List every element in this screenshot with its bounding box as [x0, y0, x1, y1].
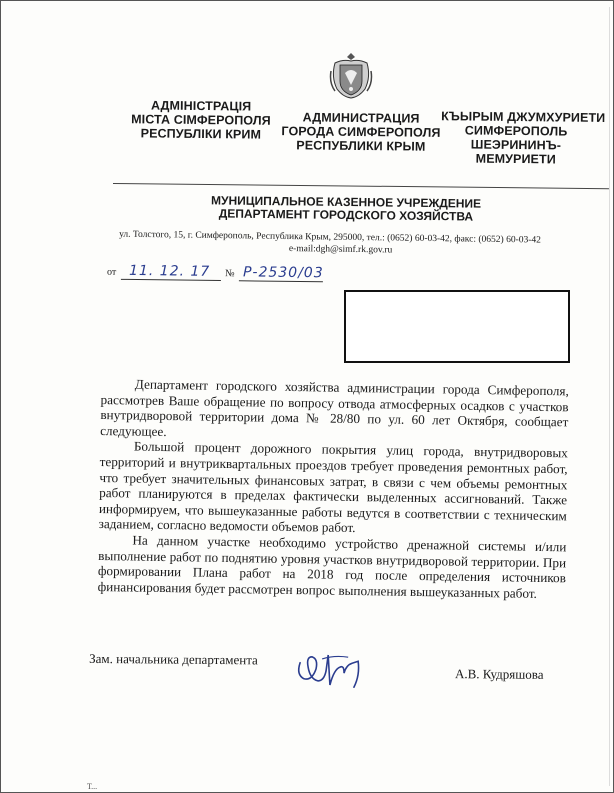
- signature-block: [89, 649, 569, 703]
- department-address: ул. Толстого, 15, г. Симферополь, Республика Крым, 295000, тел.: (0652) 60-03-42, факс: (0652) 60-03-42: [119, 229, 542, 246]
- number-label: №: [224, 268, 235, 280]
- registration-line: [107, 262, 327, 285]
- header-crh-line: МЕМУРИЕТИ: [475, 151, 556, 167]
- department-line-2: ДЕПАРТАМЕНТ ГОРОДСКОГО ХОЗЯЙСТВА: [218, 206, 474, 224]
- department-contacts: [119, 229, 599, 260]
- date-underline: [121, 279, 221, 281]
- header-divider: [113, 183, 609, 189]
- footer-note: Т...: [87, 782, 98, 791]
- registration-date: 11. 12. 17: [128, 262, 211, 280]
- date-label: от: [106, 266, 117, 278]
- header-ru-line: РЕСПУБЛИКИ КРЫМ: [296, 138, 426, 154]
- header-ua-line: МІСТА СІМФЕРОПОЛЯ: [131, 112, 271, 128]
- crimea-coat-of-arms-icon: [329, 51, 373, 99]
- body-paragraph: На данном участке необходимо устройство дренажной системы и/или выполнение работ по поднятию уровня участков внутридворовой территории. При формировании Плана работ на 2018 год после определения источников финансирования будет рассмотрен вопрос выполнения вышеуказанных работ.: [97, 532, 567, 601]
- body-paragraph: Большой процент дорожного покрытия улиц города, внутридворовых территорий и внутриквартальных проездов требует проведения ремонтных работ, что требует значительных финансовых затрат, в связи с чем объемы ремонтных работ планируются в пределах фактически выделенных ассигнований. Также информируем, что вышеуказанные работы ведутся в соответствии с техническим заданием, согласно ведомости объемов работ.: [98, 438, 568, 536]
- header-crimean-tatar: [441, 109, 606, 167]
- number-underline: [239, 280, 323, 282]
- handwritten-signature-icon: [294, 645, 374, 694]
- header-ua-line: АДМІНІСТРАЦІЯ: [150, 98, 252, 114]
- header-crh-line: СИМФЕРОПОЛЬ: [464, 123, 568, 139]
- department-email: e-mail:dgh@simf.rk.gov.ru: [288, 244, 393, 256]
- letter-body: [98, 376, 569, 602]
- header-crh-line: ШЕЭРИНИНЪ-: [470, 137, 562, 153]
- header-crh-line: КЪЫРЫМ ДЖУМХУРИЕТИ: [441, 109, 606, 125]
- signer-name: А.В. Кудряшова: [454, 666, 544, 682]
- signer-position: Зам. начальника департамента: [89, 650, 258, 668]
- department-title: [196, 194, 496, 224]
- department-line-1: МУНИЦИПАЛЬНОЕ КАЗЕННОЕ УЧРЕЖДЕНИЕ: [210, 193, 482, 211]
- registration-number: Р-2530/03: [242, 264, 324, 282]
- recipient-redaction-box: [344, 290, 570, 363]
- header-ua-line: РЕСПУБЛІКИ КРИМ: [140, 126, 262, 142]
- header-ru-line: АДМИНИСТРАЦИЯ: [302, 110, 420, 126]
- header-russian: [277, 110, 445, 154]
- body-paragraph: Департамент городского хозяйства администрации города Симферополя, рассмотрев Ваше обращение по вопросу отвода атмосферных осадков с участков внутридворовой территории дома № 28/80 по ул. 60 лет Октября, сообщает следующее.: [100, 376, 569, 439]
- header-ukrainian: [121, 98, 281, 142]
- header-ru-line: ГОРОДА СИМФЕРОПОЛЯ: [281, 124, 441, 140]
